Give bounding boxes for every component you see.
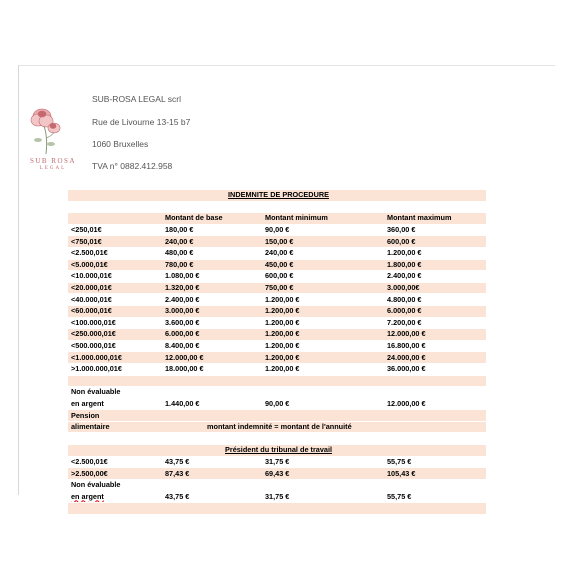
min-cell: 450,00 € xyxy=(262,259,384,271)
min-cell: 1.200,00 € xyxy=(262,329,384,341)
range-cell: <250.000,01€ xyxy=(68,329,162,341)
max-cell: 2.400,00 € xyxy=(384,271,486,283)
range-cell: <10.000,01€ xyxy=(68,271,162,283)
range-cell: >2.500,00€ xyxy=(68,468,162,480)
non-eval-row xyxy=(68,479,486,491)
max-cell: 36.000,00 € xyxy=(384,363,486,375)
table-row xyxy=(68,468,486,480)
range-cell: <40.000,01€ xyxy=(68,294,162,306)
base-cell: 240,00 € xyxy=(162,236,262,248)
max-cell: 55,75 € xyxy=(384,456,486,468)
range-cell: <2.500,01€ xyxy=(68,456,162,468)
spacer-row xyxy=(68,201,486,213)
spacer-row xyxy=(68,503,486,515)
min-cell: 1.200,00 € xyxy=(262,294,384,306)
non-eval-row xyxy=(68,387,486,399)
header-row xyxy=(68,213,486,225)
min-cell: 600,00 € xyxy=(262,271,384,283)
table-row xyxy=(68,329,486,341)
tribunal-title-row xyxy=(68,445,486,457)
base-cell: 6.000,00 € xyxy=(162,329,262,341)
column-header xyxy=(68,213,162,225)
non-eval-label: en argent xyxy=(68,491,162,503)
non-eval-row xyxy=(68,398,486,410)
range-cell: <500.000,01€ xyxy=(68,340,162,352)
base-cell: 18.000,00 € xyxy=(162,363,262,375)
min-cell: 240,00 € xyxy=(262,247,384,259)
address-street: Rue de Livourne 13-15 b7 xyxy=(92,117,191,127)
min-cell: 90,00 € xyxy=(262,224,384,236)
min-cell: 31,75 € xyxy=(262,491,384,503)
min-cell: 31,75 € xyxy=(262,456,384,468)
non-eval-label: en argent xyxy=(68,398,162,410)
column-header: Montant maximum xyxy=(384,213,486,225)
max-cell: 1.200,00 € xyxy=(384,247,486,259)
range-cell: <20.000,01€ xyxy=(68,282,162,294)
base-cell: 8.400,00 € xyxy=(162,340,262,352)
non-eval-label: Non évaluable xyxy=(68,479,162,491)
logo-subtext: LEGAL xyxy=(39,166,67,171)
rose-logo-icon xyxy=(24,98,76,184)
vat-number: TVA n° 0882.412.958 xyxy=(92,161,173,171)
table-row xyxy=(68,282,486,294)
min-cell: 150,00 € xyxy=(262,236,384,248)
pension-row xyxy=(68,410,486,422)
base-cell: 3.600,00 € xyxy=(162,317,262,329)
range-cell: <1.000.000,01€ xyxy=(68,352,162,364)
max-cell: 3.000,00€ xyxy=(384,282,486,294)
spacer-row xyxy=(68,433,486,445)
range-cell: <250,01€ xyxy=(68,224,162,236)
non-eval-row xyxy=(68,491,486,503)
min-cell: 1.200,00 € xyxy=(262,340,384,352)
max-cell: 12.000,00 € xyxy=(384,398,486,410)
base-cell: 1.080,00 € xyxy=(162,271,262,283)
table-row xyxy=(68,456,486,468)
company-name: SUB-ROSA LEGAL scrl xyxy=(92,94,181,104)
pension-label: alimentaire xyxy=(68,421,162,433)
base-cell: 480,00 € xyxy=(162,247,262,259)
min-cell: 1.200,00 € xyxy=(262,352,384,364)
pension-row xyxy=(68,421,486,433)
range-cell: >1.000.000,01€ xyxy=(68,363,162,375)
range-cell: <5.000,01€ xyxy=(68,259,162,271)
table-row xyxy=(68,352,486,364)
table-row xyxy=(68,247,486,259)
min-cell: 90,00 € xyxy=(262,398,384,410)
base-cell: 1.320,00 € xyxy=(162,282,262,294)
max-cell: 6.000,00 € xyxy=(384,305,486,317)
table-row xyxy=(68,294,486,306)
table-title-row xyxy=(68,190,486,201)
range-cell: <100.000,01€ xyxy=(68,317,162,329)
max-cell: 16.800,00 € xyxy=(384,340,486,352)
base-cell: 3.000,00 € xyxy=(162,305,262,317)
max-cell: 4.800,00 € xyxy=(384,294,486,306)
min-cell: 1.200,00 € xyxy=(262,363,384,375)
table-row xyxy=(68,340,486,352)
table-row xyxy=(68,236,486,248)
column-header: Montant minimum xyxy=(262,213,384,225)
pension-label: Pension xyxy=(68,410,162,422)
table-row xyxy=(68,224,486,236)
min-cell: 1.200,00 € xyxy=(262,317,384,329)
non-eval-label: Non évaluable xyxy=(68,387,162,399)
logo-text: SUB ROSA xyxy=(29,157,77,165)
base-cell: 12.000,00 € xyxy=(162,352,262,364)
table-row xyxy=(68,317,486,329)
base-cell: 1.440,00 € xyxy=(162,398,262,410)
max-cell: 24.000,00 € xyxy=(384,352,486,364)
base-cell: 2.400,00 € xyxy=(162,294,262,306)
max-cell: 12.000,00 € xyxy=(384,329,486,341)
pension-text: montant indemnité = montant de l'annuité xyxy=(162,421,486,433)
table-row xyxy=(68,259,486,271)
table-row xyxy=(68,363,486,375)
base-cell: 43,75 € xyxy=(162,491,262,503)
max-cell: 55,75 € xyxy=(384,491,486,503)
range-cell: <2.500,01€ xyxy=(68,247,162,259)
base-cell: 780,00 € xyxy=(162,259,262,271)
range-cell: <750,01€ xyxy=(68,236,162,248)
range-cell: <60.000,01€ xyxy=(68,305,162,317)
spacer-row xyxy=(68,375,486,387)
table-title: INDEMNITE DE PROCEDURE xyxy=(68,190,486,201)
min-cell: 1.200,00 € xyxy=(262,305,384,317)
address-city: 1060 Bruxelles xyxy=(92,139,149,149)
max-cell: 1.800,00 € xyxy=(384,259,486,271)
min-cell: 69,43 € xyxy=(262,468,384,480)
tribunal-title: Président du tribunal de travail xyxy=(68,445,486,457)
base-cell: 87,43 € xyxy=(162,468,262,480)
table-row xyxy=(68,305,486,317)
max-cell: 105,43 € xyxy=(384,468,486,480)
table-row xyxy=(68,271,486,283)
column-header: Montant de base xyxy=(162,213,262,225)
max-cell: 600,00 € xyxy=(384,236,486,248)
max-cell: 360,00 € xyxy=(384,224,486,236)
min-cell: 750,00 € xyxy=(262,282,384,294)
base-cell: 43,75 € xyxy=(162,456,262,468)
base-cell: 180,00 € xyxy=(162,224,262,236)
indemnity-table xyxy=(68,190,486,515)
max-cell: 7.200,00 € xyxy=(384,317,486,329)
